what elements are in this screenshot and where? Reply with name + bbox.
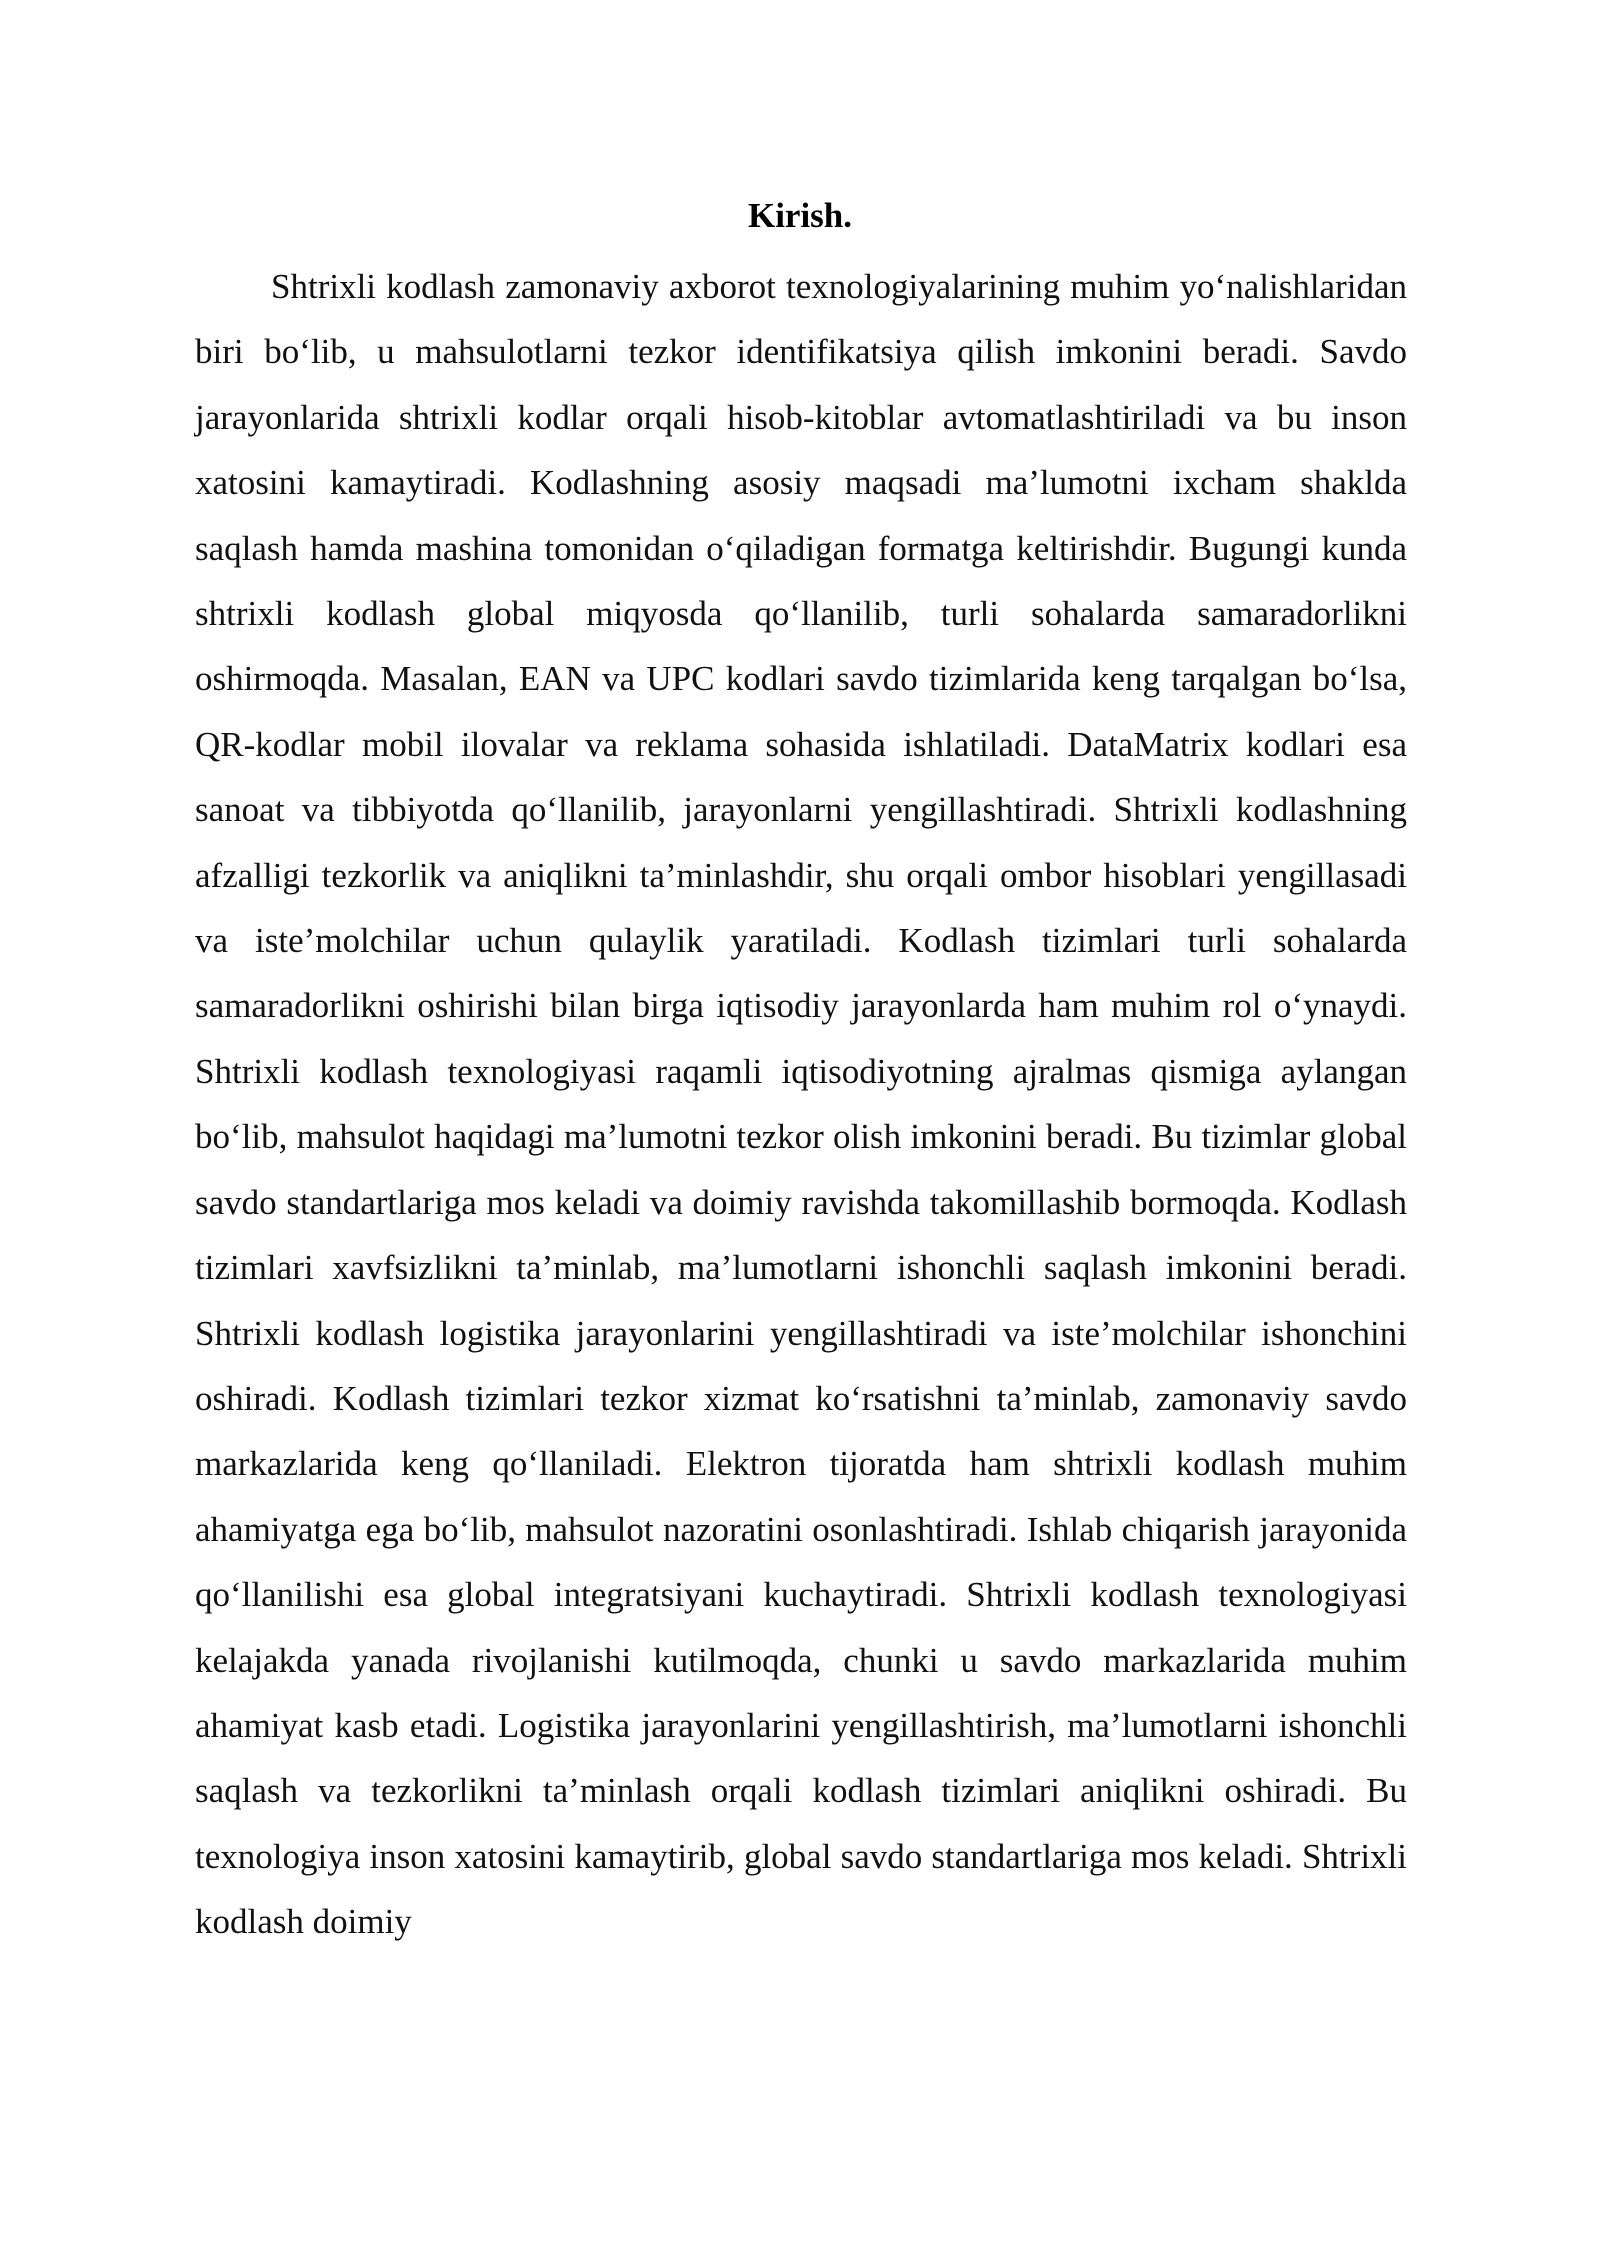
title-text: Kirish: [747, 196, 844, 235]
page-title: [0, 188, 1600, 244]
body-paragraph: Shtrixli kodlash zamonaviy axborot texnologiyalarining muhim yo‘nalishlaridan biri bo‘lib, u mahsulotlarni tezkor identifikatsiya qilish imkonini beradi. Savdo jarayonlarida shtrixli kodlar orqali hisob-kitoblar avtomatlashtiriladi va bu inson xatosini kamaytiradi. Kodlashning asosiy maqsadi ma’lumotni ixcham shaklda saqlash hamda mashina tomonidan o‘qiladigan formatga keltirishdir. Bugungi kunda shtrixli kodlash global miqyosda qo‘llanilib, turli sohalarda samaradorlikni oshirmoqda. Masalan, EAN va UPC kodlari savdo tizimlarida keng tarqalgan bo‘lsa, QR-kodlar mobil ilovalar va reklama sohasida ishlatiladi. DataMatrix kodlari esa sanoat va tibbiyotda qo‘llanilib, jarayonlarni yengillashtiradi. Shtrixli kodlashning afzalligi tezkorlik va aniqlikni ta’minlashdir, shu orqali ombor hisoblari yengillasadi va iste’molchilar uchun qulaylik yaratiladi. Kodlash tizimlari turli sohalarda samaradorlikni oshirishi bilan birga iqtisodiy jarayonlarda ham muhim rol o‘ynaydi. Shtrixli kodlash texnologiyasi raqamli iqtisodiyotning ajralmas qismiga aylangan bo‘lib, mahsulot haqidagi ma’lumotni tezkor olish imkonini beradi. Bu tizimlar global savdo standartlariga mos keladi va doimiy ravishda takomillashib bormoqda. Kodlash tizimlari xavfsizlikni ta’minlab, ma’lumotlarni ishonchli saqlash imkonini beradi. Shtrixli kodlash logistika jarayonlarini yengillashtiradi va iste’molchilar ishonchini oshiradi. Kodlash tizimlari tezkor xizmat ko‘rsatishni ta’minlab, zamonaviy savdo markazlarida keng qo‘llaniladi. Elektron tijoratda ham shtrixli kodlash muhim ahamiyatga ega bo‘lib, mahsulot nazoratini osonlashtiradi. Ishlab chiqarish jarayonida qo‘llanilishi esa global integratsiyani kuchaytiradi. Shtrixli kodlash texnologiyasi kelajakda yanada rivojlanishi kutilmoqda, chunki u savdo markazlarida muhim ahamiyat kasb etadi. Logistika jarayonlarini yengillashtirish, ma’lumotlarni ishonchli saqlash va tezkorlikni ta’minlash orqali kodlash tizimlari aniqlikni oshiradi. Bu texnologiya inson xatosini kamaytirib, global savdo standartlariga mos keladi. Shtrixli kodlash doimiy: [195, 267, 1407, 1942]
title-punctuation: .: [843, 196, 853, 235]
